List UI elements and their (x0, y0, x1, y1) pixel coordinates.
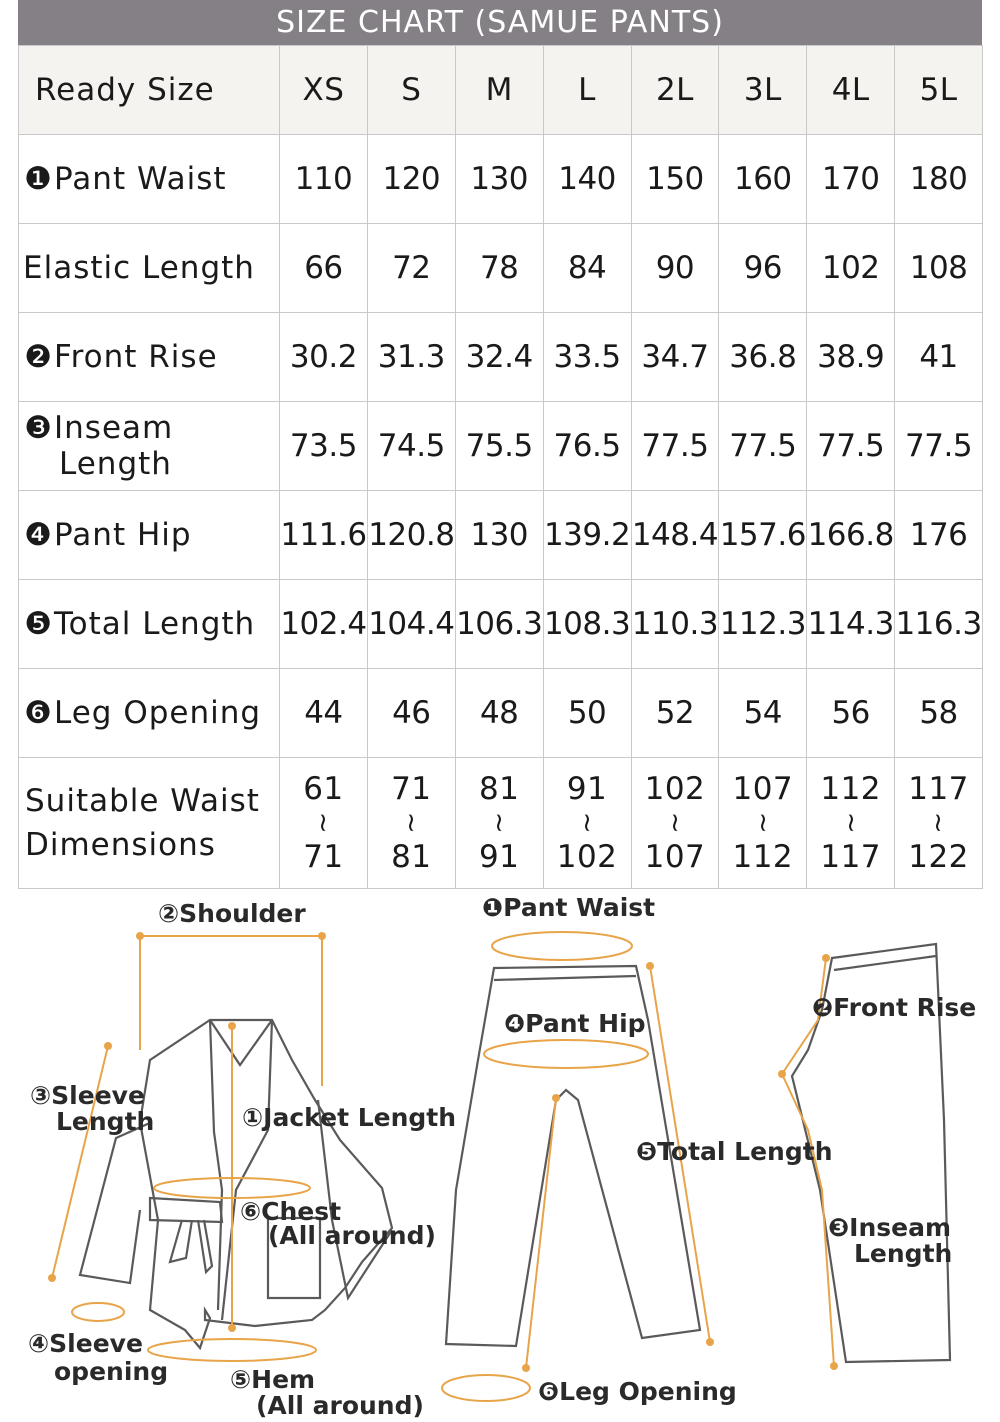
table-cell: 104.4 (367, 580, 455, 669)
sleeve-length-label-2: Length (56, 1107, 155, 1136)
table-cell: 34.7 (631, 313, 719, 402)
hem-label-2: (All around) (256, 1391, 424, 1420)
chart-title: SIZE CHART (SAMUE PANTS) (18, 0, 982, 45)
range-min: 71 (391, 771, 432, 807)
range-max: 71 (303, 839, 344, 875)
range-separator: ~ (923, 811, 954, 835)
range-min: 107 (732, 771, 794, 807)
table-cell: 180 (895, 135, 983, 224)
table-row (19, 758, 983, 889)
range-min: 61 (303, 771, 344, 807)
table-cell: 116.3 (895, 580, 983, 669)
table-cell: 77.5 (719, 402, 807, 491)
row-label (19, 758, 280, 889)
range-max: 117 (820, 839, 882, 875)
waist-range (456, 772, 543, 874)
range-max: 81 (391, 839, 432, 875)
waist-range (544, 772, 631, 874)
table-cell: 112.3 (719, 580, 807, 669)
row-label (19, 224, 280, 313)
range-separator: ~ (835, 811, 866, 835)
chest-label-2: (All around) (268, 1221, 436, 1250)
table-cell: 108 (895, 224, 983, 313)
table-cell: 77.5 (631, 402, 719, 491)
table-cell: 90 (631, 224, 719, 313)
table-cell: 96 (719, 224, 807, 313)
table-cell: 166.8 (807, 491, 895, 580)
size-header: 2L (631, 46, 719, 135)
total-length-label: ❺Total Length (636, 1137, 833, 1166)
inseam-label-2: Length (854, 1239, 953, 1268)
row-label-text: Elastic Length (23, 250, 255, 286)
table-cell: 102.4 (280, 580, 368, 669)
table-cell: 130 (455, 135, 543, 224)
table-cell (280, 758, 368, 889)
row-label-text: Length (59, 446, 172, 482)
table-cell: 140 (543, 135, 631, 224)
size-header: L (543, 46, 631, 135)
waist-range (280, 772, 367, 874)
table-header-row (19, 46, 983, 135)
table-row (19, 491, 983, 580)
table-cell: 111.6 (280, 491, 368, 580)
row-label (19, 135, 280, 224)
waist-range (807, 772, 894, 874)
number-badge-icon: ❹ (24, 517, 53, 553)
table-row (19, 580, 983, 669)
measurement-lines (52, 932, 834, 1401)
table-cell: 148.4 (631, 491, 719, 580)
table-cell: 66 (280, 224, 368, 313)
table-cell: 106.3 (455, 580, 543, 669)
chest-label-1: ⑥Chest (240, 1197, 342, 1226)
row-label-text: Dimensions (25, 827, 216, 863)
table-cell (807, 758, 895, 889)
table-cell: 58 (895, 669, 983, 758)
range-max: 122 (908, 839, 969, 875)
size-header: 4L (807, 46, 895, 135)
pant-waist-label: ❶Pant Waist (482, 893, 656, 922)
header-label: Ready Size (19, 46, 280, 135)
waist-range (719, 772, 806, 874)
table-cell: 110 (280, 135, 368, 224)
sleeve-length-label-1: ③Sleeve (30, 1081, 145, 1110)
waist-range (895, 772, 982, 874)
range-max: 91 (478, 839, 520, 875)
waist-range (632, 772, 719, 874)
row-label-text: Inseam (54, 410, 174, 446)
number-badge-icon: ❶ (24, 161, 53, 197)
row-label-text: Front Rise (54, 339, 218, 375)
table-cell: 72 (367, 224, 455, 313)
table-cell (719, 758, 807, 889)
table-cell: 52 (631, 669, 719, 758)
number-badge-icon: ❸ (24, 410, 53, 446)
table-row (19, 669, 983, 758)
size-header: 3L (719, 46, 807, 135)
row-label-text: Total Length (54, 606, 256, 642)
row-label-text: Leg Opening (54, 695, 262, 731)
leg-opening-label: ❻Leg Opening (538, 1377, 737, 1406)
range-min: 81 (478, 771, 520, 807)
table-cell (367, 758, 455, 889)
row-label-text: Pant Waist (54, 161, 227, 197)
table-cell: 110.3 (631, 580, 719, 669)
table-row (19, 313, 983, 402)
waist-range (368, 772, 455, 874)
pant-hip-label: ❹Pant Hip (504, 1009, 646, 1038)
table-cell: 150 (631, 135, 719, 224)
range-separator: ~ (308, 811, 339, 835)
front-rise-label: ❷Front Rise (812, 993, 977, 1022)
row-label (19, 669, 280, 758)
table-cell: 114.3 (807, 580, 895, 669)
table-cell: 157.6 (719, 491, 807, 580)
table-cell (631, 758, 719, 889)
size-header: S (367, 46, 455, 135)
size-header: XS (280, 46, 368, 135)
jacket-outline (80, 1020, 392, 1348)
table-cell: 78 (455, 224, 543, 313)
table-cell: 46 (367, 669, 455, 758)
table-cell: 108.3 (543, 580, 631, 669)
measurement-diagram (0, 890, 1000, 1422)
table-cell: 76.5 (543, 402, 631, 491)
range-max: 112 (732, 839, 794, 875)
row-label (19, 402, 280, 491)
table-cell: 33.5 (543, 313, 631, 402)
table-cell: 50 (543, 669, 631, 758)
sleeve-opening-label-2: opening (54, 1357, 169, 1386)
table-cell: 120 (367, 135, 455, 224)
table-cell: 102 (807, 224, 895, 313)
table-cell: 41 (895, 313, 983, 402)
table-row (19, 224, 983, 313)
table-cell: 38.9 (807, 313, 895, 402)
table-row (19, 402, 983, 491)
range-max: 102 (556, 839, 618, 875)
table-cell: 120.8 (367, 491, 455, 580)
number-badge-icon: ❷ (24, 339, 53, 375)
range-max: 107 (644, 839, 706, 875)
table-cell: 84 (543, 224, 631, 313)
table-cell: 75.5 (455, 402, 543, 491)
size-header: 5L (895, 46, 983, 135)
table-cell: 170 (807, 135, 895, 224)
shoulder-label: ②Shoulder (158, 899, 306, 928)
table-cell: 31.3 (367, 313, 455, 402)
row-label (19, 580, 280, 669)
table-cell: 44 (280, 669, 368, 758)
range-separator: ~ (572, 811, 603, 835)
row-label-text: Pant Hip (54, 517, 192, 553)
table-cell: 30.2 (280, 313, 368, 402)
range-min: 117 (908, 771, 969, 807)
table-cell: 74.5 (367, 402, 455, 491)
range-min: 112 (820, 771, 882, 807)
table-cell: 160 (719, 135, 807, 224)
table-row (19, 135, 983, 224)
table-cell: 77.5 (807, 402, 895, 491)
range-separator: ~ (747, 811, 778, 835)
table-cell: 73.5 (280, 402, 368, 491)
table-cell: 176 (895, 491, 983, 580)
table-cell: 32.4 (455, 313, 543, 402)
number-badge-icon: ❻ (24, 695, 53, 731)
range-separator: ~ (659, 811, 690, 835)
table-cell (455, 758, 543, 889)
sleeve-opening-label-1: ④Sleeve (28, 1329, 143, 1358)
table-cell: 130 (455, 491, 543, 580)
row-label (19, 491, 280, 580)
range-min: 102 (644, 771, 706, 807)
range-min: 91 (566, 771, 608, 807)
number-badge-icon: ❺ (24, 606, 53, 642)
table-cell: 56 (807, 669, 895, 758)
row-label (19, 313, 280, 402)
row-label-text: Suitable Waist (25, 783, 260, 819)
table-cell: 139.2 (543, 491, 631, 580)
hem-label-1: ⑤Hem (230, 1365, 316, 1394)
size-header: M (455, 46, 543, 135)
inseam-label-1: ❸Inseam (828, 1213, 952, 1242)
table-cell: 77.5 (895, 402, 983, 491)
table-cell: 36.8 (719, 313, 807, 402)
range-separator: ~ (484, 811, 515, 835)
table-cell (543, 758, 631, 889)
table-cell (895, 758, 983, 889)
size-table (18, 45, 983, 889)
range-separator: ~ (396, 811, 427, 835)
table-cell: 48 (455, 669, 543, 758)
table-cell: 54 (719, 669, 807, 758)
jacket-length-label: ①Jacket Length (242, 1103, 457, 1132)
